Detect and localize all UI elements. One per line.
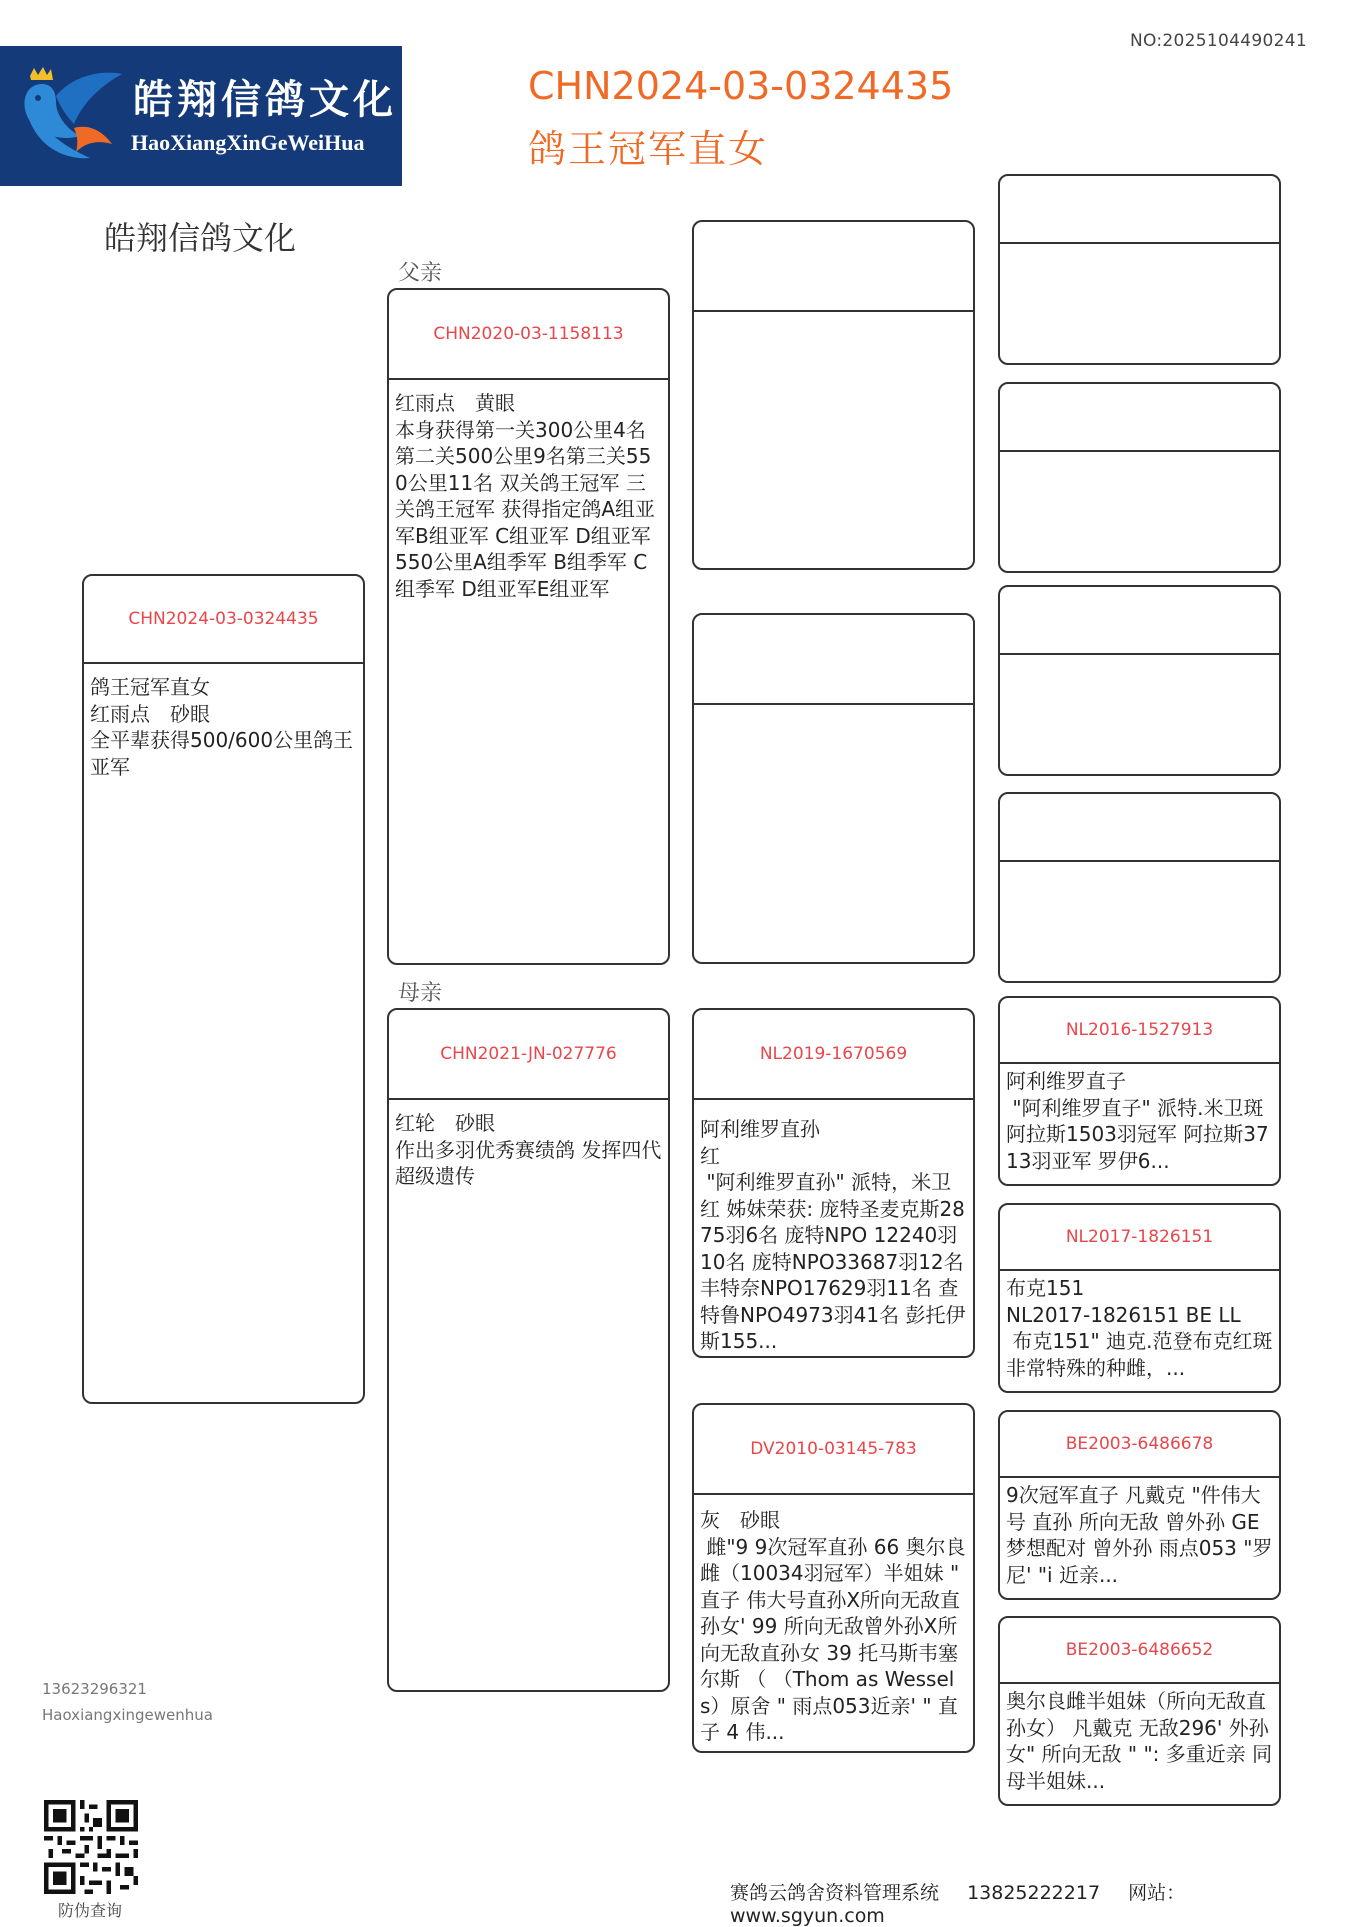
pedigree-card-ggp-8 [998,1616,1281,1806]
card-description: 红轮 砂眼 作出多羽优秀赛绩鸽 发挥四代 超级遗传 [395,1111,662,1188]
ring-number: NL2016-1527913 [1065,1020,1214,1040]
pedigree-card-ggp-4 [998,792,1281,983]
pedigree-card-dam [387,1008,670,1692]
pedigree-card-dam-sire [692,1008,975,1358]
mother-label: 母亲 [398,981,443,1006]
card-description: 9次冠军直子 凡戴克 "件伟大号 直孙 所向无敌 曾外孙 GE 梦想配对 曾外孙 雨点053 "罗尼' "i 近亲... [1006,1483,1273,1587]
logo-title-cn: 皓翔信鸽文化 [133,77,397,123]
document-number: NO:2025104490241 [1130,31,1307,51]
pedigree-card-sire [387,288,670,965]
ring-number: NL2017-1826151 [1065,1227,1214,1247]
pedigree-card-ggp-2 [998,382,1281,573]
pedigree-card-ggp-3 [998,585,1281,776]
father-label: 父亲 [398,261,443,286]
card-description [1000,244,1279,248]
card-description [1000,655,1279,659]
logo-title-en: HaoXiangXinGeWeiHua [131,130,365,155]
organization-name: 皓翔信鸽文化 [104,219,297,257]
footer-phone: 13825222217 [967,1882,1101,1904]
ring-number: DV2010-03145-783 [750,1439,917,1459]
card-description [694,705,973,709]
footer-website-link[interactable]: 网站：www.sgyun.com [730,1882,1186,1927]
ring-number: NL2019-1670569 [759,1044,908,1064]
contact-phone: 13623296321 [42,1680,147,1698]
contact-site: Haoxiangxingewenhua [42,1706,213,1724]
ring-number: CHN2020-03-1158113 [433,324,624,344]
qr-code-icon[interactable] [44,1800,138,1894]
card-description: 阿利维罗直孙 红 "阿利维罗直孙" 派特，米卫红 姊妹荣获: 庞特圣麦克斯2875羽6名 庞特NPO 12240羽10名 庞特NPO33687羽12名 丰特奈NPO17629羽11名 查特鲁NPO4973羽41名 彭托伊斯155... [700,1117,966,1353]
ring-number: CHN2024-03-0324435 [128,609,319,629]
ring-number: BE2003-6486678 [1065,1434,1214,1454]
ring-number: BE2003-6486652 [1065,1640,1214,1660]
card-description [1000,862,1279,866]
pedigree-card-dam-dam [692,1403,975,1753]
pedigree-card-self [82,574,365,1404]
card-description: 阿利维罗直子 "阿利维罗直子" 派特.米卫斑 阿拉斯1503羽冠军 阿拉斯3713羽亚军 罗伊6... [1006,1069,1269,1173]
ring-number: CHN2021-JN-027776 [440,1044,617,1064]
pedigree-card-ggp-7 [998,1410,1281,1600]
card-description: 布克151 NL2017-1826151 BE LL 布克151" 迪克.范登布克红斑 非常特殊的种雌，... [1006,1276,1273,1380]
brand-logo [0,46,402,186]
pedigree-card-ggp-5 [998,996,1281,1186]
card-description [694,312,973,316]
pedigree-card-ggp-6 [998,1203,1281,1393]
card-description: 鸽王冠军直女 红雨点 砂眼 全平辈获得500/600公里鸽王亚军 [90,675,354,779]
pigeon-logo-icon [16,66,126,166]
pedigree-card-ggp-1 [998,174,1281,365]
subject-name: 鸽王冠军直女 [528,127,769,171]
qr-label: 防伪查询 [58,1901,123,1920]
pedigree-card-sire-sire [692,220,975,570]
footer-system-name: 赛鸽云鸽舍资料管理系统 [730,1882,940,1904]
card-description [1000,452,1279,456]
pedigree-card-sire-dam [692,613,975,964]
card-description: 灰 砂眼 雌"9 9次冠军直孙 66 奥尔良雌（10034羽冠军）半姐妹 " 直子 伟大号直孙X所向无敌直孙女' 99 所向无敌曾外孙X所向无敌直孙女 39 托马斯韦塞尔斯 （ （Thom as Wessels）原舍 " 雨点053近亲' " 直子 4 伟... [700,1508,966,1744]
card-description: 红雨点 黄眼 本身获得第一关300公里4名 第二关500公里9名第三关550公里11名 双关鸽王冠军 三关鸽王冠军 获得指定鸽A组亚军B组亚军 C组亚军 D组亚军 550公里A组季军 B组季军 C组季军 D组亚军E组亚军 [395,391,656,601]
card-description: 奥尔良雌半姐妹（所向无敌直孙女） 凡戴克 无敌296' 外孙女" 所向无敌 " ": 多重近亲 同母半姐妹... [1006,1689,1273,1793]
subject-ring-number: CHN2024-03-0324435 [528,64,954,108]
